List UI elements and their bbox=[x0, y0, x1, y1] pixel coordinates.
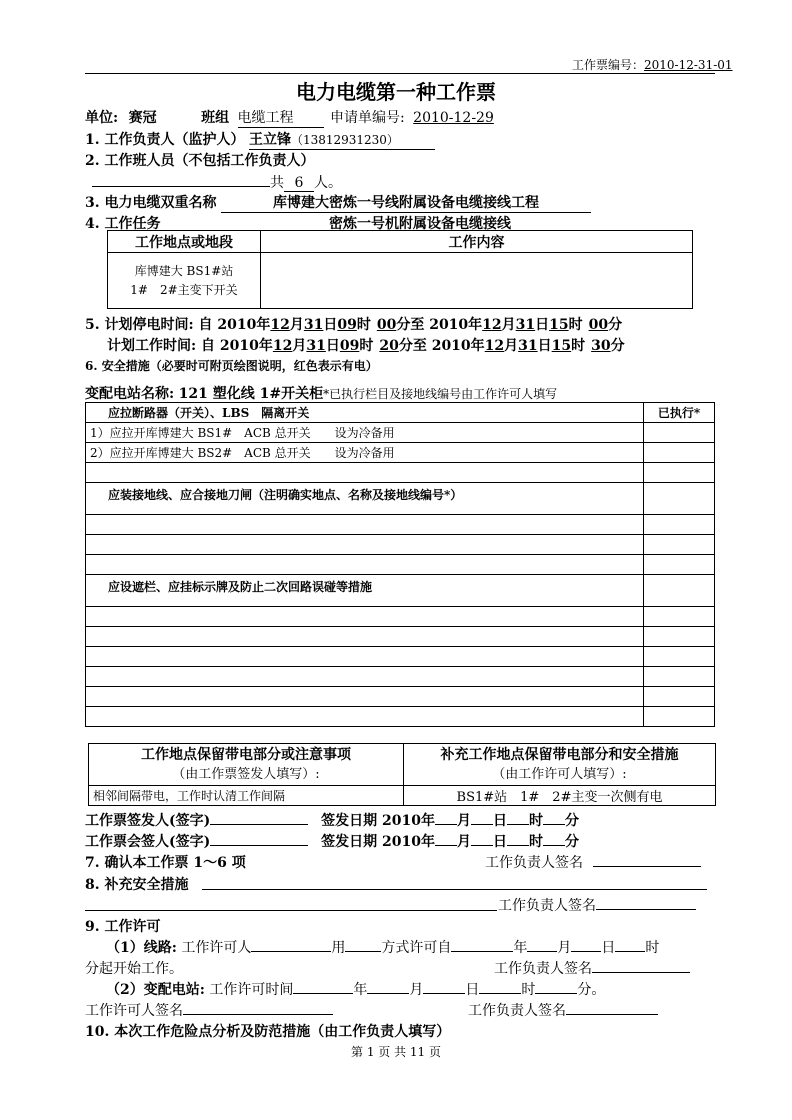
station-label: 变配电站名称: bbox=[85, 386, 175, 402]
stop-start-hour: 09 bbox=[337, 317, 357, 333]
line-leader-sign-line[interactable] bbox=[592, 958, 690, 973]
ri-text: 日 bbox=[492, 834, 507, 850]
shi-text: 时 bbox=[645, 940, 660, 956]
month-text: 月 bbox=[501, 317, 516, 333]
stop-end-hour: 15 bbox=[549, 317, 569, 333]
apply-value: 2010-12-29 bbox=[413, 110, 494, 126]
item2-count: 6 bbox=[284, 175, 314, 192]
stop-start-year: 2010 bbox=[217, 317, 257, 333]
work-end-year: 2010 bbox=[431, 338, 471, 354]
yue-text: 月 bbox=[409, 982, 424, 998]
shi-text: 时 bbox=[528, 834, 543, 850]
issuer-label: 工作票签发人(签字) bbox=[85, 813, 211, 829]
reserved-table bbox=[88, 743, 716, 806]
month-text: 月 bbox=[292, 338, 307, 354]
issuer-sign-line[interactable] bbox=[210, 810, 308, 825]
day-text: 日 bbox=[323, 317, 338, 333]
table-row bbox=[86, 627, 715, 647]
yue-text: 月 bbox=[557, 940, 572, 956]
reserved-right-sub: （由工作许可人填写）: bbox=[492, 766, 627, 782]
reserved-left-header: 工作地点保留带电部分或注意事项 bbox=[141, 746, 351, 763]
stop-start-minute: 00 bbox=[376, 317, 397, 333]
yue-text: 月 bbox=[456, 834, 471, 850]
unit-label: 单位: bbox=[85, 110, 119, 126]
table-row bbox=[86, 443, 715, 463]
breaker-row-1: 1）应拉开库博建大 BS1# ACB 总开关 设为冷备用 bbox=[86, 423, 644, 443]
item8-line[interactable] bbox=[202, 889, 707, 890]
station-permitter-sign-line[interactable] bbox=[183, 1000, 333, 1015]
nian-text: 年 bbox=[420, 834, 435, 850]
location-cell bbox=[108, 253, 261, 309]
reserved-right-header: 补充工作地点保留带电部分和安全措施 bbox=[440, 746, 679, 763]
start-work-text: 分起开始工作。 bbox=[85, 961, 183, 977]
station-row bbox=[85, 383, 557, 403]
apply-label: 申请单编号: bbox=[329, 110, 405, 126]
station-permit-row bbox=[106, 979, 605, 999]
ticket-number bbox=[572, 56, 733, 73]
page-title: 电力电缆第一种工作票 bbox=[296, 80, 496, 104]
table-row bbox=[86, 687, 715, 707]
work-end-minute: 30 bbox=[591, 338, 611, 354]
table-row bbox=[86, 707, 715, 727]
co-issuer-row bbox=[85, 831, 579, 851]
executed-cell[interactable] bbox=[644, 687, 715, 707]
day-text: 日 bbox=[537, 338, 552, 354]
unit-row bbox=[85, 107, 494, 128]
team-label: 班组 bbox=[201, 110, 230, 126]
item7-sign-label: 工作负责人签名 bbox=[485, 855, 583, 871]
minute-text: 分 bbox=[396, 317, 411, 333]
station-permit-label: （2）变配电站: bbox=[106, 982, 205, 998]
item8-sign-line[interactable] bbox=[596, 895, 696, 910]
to-text: 至 bbox=[410, 317, 425, 333]
to-text: 至 bbox=[412, 338, 427, 354]
executed-header: 已执行* bbox=[644, 403, 715, 423]
year-text: 年 bbox=[258, 338, 273, 354]
station-leader-sign-line[interactable] bbox=[566, 1000, 658, 1015]
executed-cell[interactable] bbox=[644, 707, 715, 727]
line-leader-sign bbox=[494, 958, 690, 978]
shi-text: 时 bbox=[521, 982, 536, 998]
table-row bbox=[86, 667, 715, 687]
item7-sign-line[interactable] bbox=[593, 852, 701, 867]
item2-label: 2. 工作班人员（不包括工作负责人） bbox=[85, 153, 315, 169]
item1-row bbox=[85, 129, 435, 150]
unit-value: 赛冠 bbox=[128, 110, 157, 126]
ri-text: 日 bbox=[492, 813, 507, 829]
stop-time-label: 5. 计划停电时间: bbox=[85, 317, 194, 333]
work-start-year: 2010 bbox=[219, 338, 259, 354]
method-text: 方式许可自 bbox=[381, 940, 452, 956]
executed-cell[interactable] bbox=[644, 535, 715, 555]
co-issuer-label: 工作票会签人(签字) bbox=[85, 834, 211, 850]
item8-line-2[interactable] bbox=[85, 910, 497, 911]
nian-text: 年 bbox=[420, 813, 435, 829]
item2-total-prefix: 共 bbox=[270, 175, 284, 191]
from-text: 自 bbox=[198, 317, 213, 333]
work-end-day: 31 bbox=[518, 338, 538, 354]
cable-name: 库博建大密炼一号线附属设备电缆接线工程 bbox=[221, 192, 591, 213]
breaker-row-2: 2）应拉开库博建大 BS2# ACB 总开关 设为冷备用 bbox=[86, 443, 644, 463]
reserved-left-sub: （由工作票签发人填写）: bbox=[172, 766, 320, 782]
minute-text: 分 bbox=[610, 338, 625, 354]
safety-measures-label: 6. 安全措施（必要时可附页绘图说明，红色表示有电） bbox=[85, 359, 378, 373]
executed-cell[interactable] bbox=[644, 555, 715, 575]
day-text: 日 bbox=[325, 338, 340, 354]
table-row bbox=[86, 423, 715, 443]
stop-end-month: 12 bbox=[482, 317, 502, 333]
stop-start-month: 12 bbox=[270, 317, 290, 333]
minute-text: 分 bbox=[608, 317, 623, 333]
work-start-month: 12 bbox=[272, 338, 293, 354]
item4-label: 4. 工作任务 bbox=[85, 216, 161, 232]
station-permitter-sign bbox=[85, 1000, 333, 1020]
hour-text: 时 bbox=[356, 317, 371, 333]
line-permit-row bbox=[106, 937, 659, 957]
stop-end-day: 31 bbox=[515, 317, 536, 333]
item2-count-row bbox=[92, 171, 342, 192]
ri-text: 日 bbox=[601, 940, 616, 956]
item8-sign-label: 工作负责人签名 bbox=[498, 898, 596, 914]
station-leader-sign bbox=[468, 1000, 658, 1020]
stop-time-row bbox=[85, 314, 622, 334]
issue-year: 2010 bbox=[382, 813, 421, 829]
ground-header: 应装接地线、应合接地刀闸（注明确实地点、名称及接地线编号*） bbox=[86, 483, 644, 515]
team-value: 电缆工程 bbox=[238, 107, 324, 128]
station-leader-sign-label: 工作负责人签名 bbox=[468, 1003, 566, 1019]
executed-cell[interactable] bbox=[644, 463, 715, 483]
content-header: 工作内容 bbox=[261, 231, 693, 253]
table-row bbox=[86, 647, 715, 667]
fen-text: 分 bbox=[564, 813, 579, 829]
table-row bbox=[86, 607, 715, 627]
reserved-right-value: BS1#站 1# 2#主变一次侧有电 bbox=[404, 786, 716, 806]
table-row bbox=[86, 463, 715, 483]
item3-label: 3. 电力电缆双重名称 bbox=[85, 195, 217, 211]
fen-text: 分 bbox=[564, 834, 579, 850]
co-issue-year: 2010 bbox=[382, 834, 421, 850]
item9-label: 9. 工作许可 bbox=[85, 919, 161, 935]
work-start-day: 31 bbox=[306, 338, 326, 354]
work-task-table bbox=[107, 230, 693, 309]
executed-cell[interactable] bbox=[644, 483, 715, 515]
executed-cell[interactable] bbox=[644, 575, 715, 607]
stop-end-minute: 00 bbox=[588, 317, 609, 333]
executed-cell[interactable] bbox=[644, 627, 715, 647]
from-text: 自 bbox=[201, 338, 216, 354]
year-text: 年 bbox=[470, 338, 485, 354]
work-time-label: 计划工作时间: bbox=[107, 338, 197, 354]
table-row bbox=[86, 555, 715, 575]
co-issue-date-label: 签发日期 bbox=[321, 834, 378, 850]
executed-cell[interactable] bbox=[644, 423, 715, 443]
ticket-number-label: 工作票编号： bbox=[572, 58, 645, 72]
location-line2: 1# 2#主变下开关 bbox=[130, 282, 238, 297]
station-value: 121 塑化线 1#开关柜 bbox=[178, 386, 324, 402]
executed-cell[interactable] bbox=[644, 667, 715, 687]
location-line1: 库博建大 BS1#站 bbox=[134, 263, 234, 278]
year-text: 年 bbox=[468, 317, 483, 333]
page-number: 第 1 页 共 11 页 bbox=[351, 1045, 441, 1059]
month-text: 月 bbox=[289, 317, 304, 333]
executed-cell[interactable] bbox=[644, 443, 715, 463]
reserved-right-head bbox=[404, 744, 716, 786]
nian-text: 年 bbox=[353, 982, 368, 998]
work-task: 密炼一号机附属设备电缆接线 bbox=[329, 216, 511, 232]
work-start-hour: 09 bbox=[339, 338, 360, 354]
work-end-month: 12 bbox=[484, 338, 505, 354]
location-header: 工作地点或地段 bbox=[108, 231, 261, 253]
hour-text: 时 bbox=[359, 338, 374, 354]
leader-phone: （13812931230） bbox=[290, 133, 399, 147]
nian-text: 年 bbox=[513, 940, 528, 956]
ri-text: 日 bbox=[465, 982, 480, 998]
line-label: （1）线路: bbox=[106, 940, 177, 956]
executed-cell[interactable] bbox=[644, 647, 715, 667]
day-text: 日 bbox=[535, 317, 550, 333]
item8-sign bbox=[498, 895, 696, 915]
line-leader-sign-label: 工作负责人签名 bbox=[494, 961, 592, 977]
fence-header: 应设遮栏、应挂标示牌及防止二次回路误碰等措施 bbox=[86, 575, 644, 607]
stop-end-year: 2010 bbox=[429, 317, 469, 333]
fen-end-text: 分。 bbox=[577, 982, 606, 998]
stop-start-day: 31 bbox=[303, 317, 324, 333]
item7-label: 7. 确认本工作票 1～6 项 bbox=[85, 855, 246, 871]
item1-label: 1. 工作负责人（监护人） bbox=[85, 132, 245, 148]
yue-text: 月 bbox=[456, 813, 471, 829]
permitter-text: 工作许可人 bbox=[181, 940, 252, 956]
shi-text: 时 bbox=[528, 813, 543, 829]
content-cell[interactable] bbox=[261, 253, 693, 309]
table-row bbox=[86, 515, 715, 535]
table-row bbox=[86, 535, 715, 555]
co-issuer-sign-line[interactable] bbox=[210, 831, 308, 846]
permit-time-text: 工作许可时间 bbox=[209, 982, 294, 998]
breaker-header: 应拉断路器（开关）、LBS 隔离开关 bbox=[86, 403, 644, 423]
item2-total-suffix: 人。 bbox=[314, 175, 342, 191]
ticket-number-value: 2010-12-31-01 bbox=[644, 58, 733, 72]
station-note: *已执行栏目及接地线编号由工作许可人填写 bbox=[323, 387, 558, 401]
work-end-hour: 15 bbox=[551, 338, 572, 354]
safety-table bbox=[85, 402, 715, 727]
issue-date-label: 签发日期 bbox=[321, 813, 378, 829]
item8-label: 8. 补充安全措施 bbox=[85, 877, 189, 893]
year-text: 年 bbox=[256, 317, 271, 333]
station-permitter-sign-label: 工作许可人签名 bbox=[85, 1003, 183, 1019]
hour-text: 时 bbox=[568, 317, 583, 333]
reserved-left-value: 相邻间隔带电，工作时认清工作间隔 bbox=[89, 786, 404, 806]
minute-text: 分 bbox=[398, 338, 413, 354]
issuer-row bbox=[85, 810, 579, 830]
work-start-minute: 20 bbox=[379, 338, 399, 354]
hour-text: 时 bbox=[571, 338, 586, 354]
reserved-left-head bbox=[89, 744, 404, 786]
leader-name: 王立锋 bbox=[248, 132, 291, 148]
permitter-line[interactable] bbox=[251, 937, 331, 952]
item3-row bbox=[85, 192, 591, 213]
yong-text: 用 bbox=[331, 940, 346, 956]
work-time-row bbox=[107, 335, 625, 355]
item10-label: 10. 本次工作危险点分析及防范措施（由工作负责人填写） bbox=[85, 1024, 451, 1040]
item7-sign bbox=[485, 852, 701, 872]
month-text: 月 bbox=[504, 338, 519, 354]
header-rule bbox=[85, 73, 715, 74]
executed-cell[interactable] bbox=[644, 515, 715, 535]
executed-cell[interactable] bbox=[644, 607, 715, 627]
